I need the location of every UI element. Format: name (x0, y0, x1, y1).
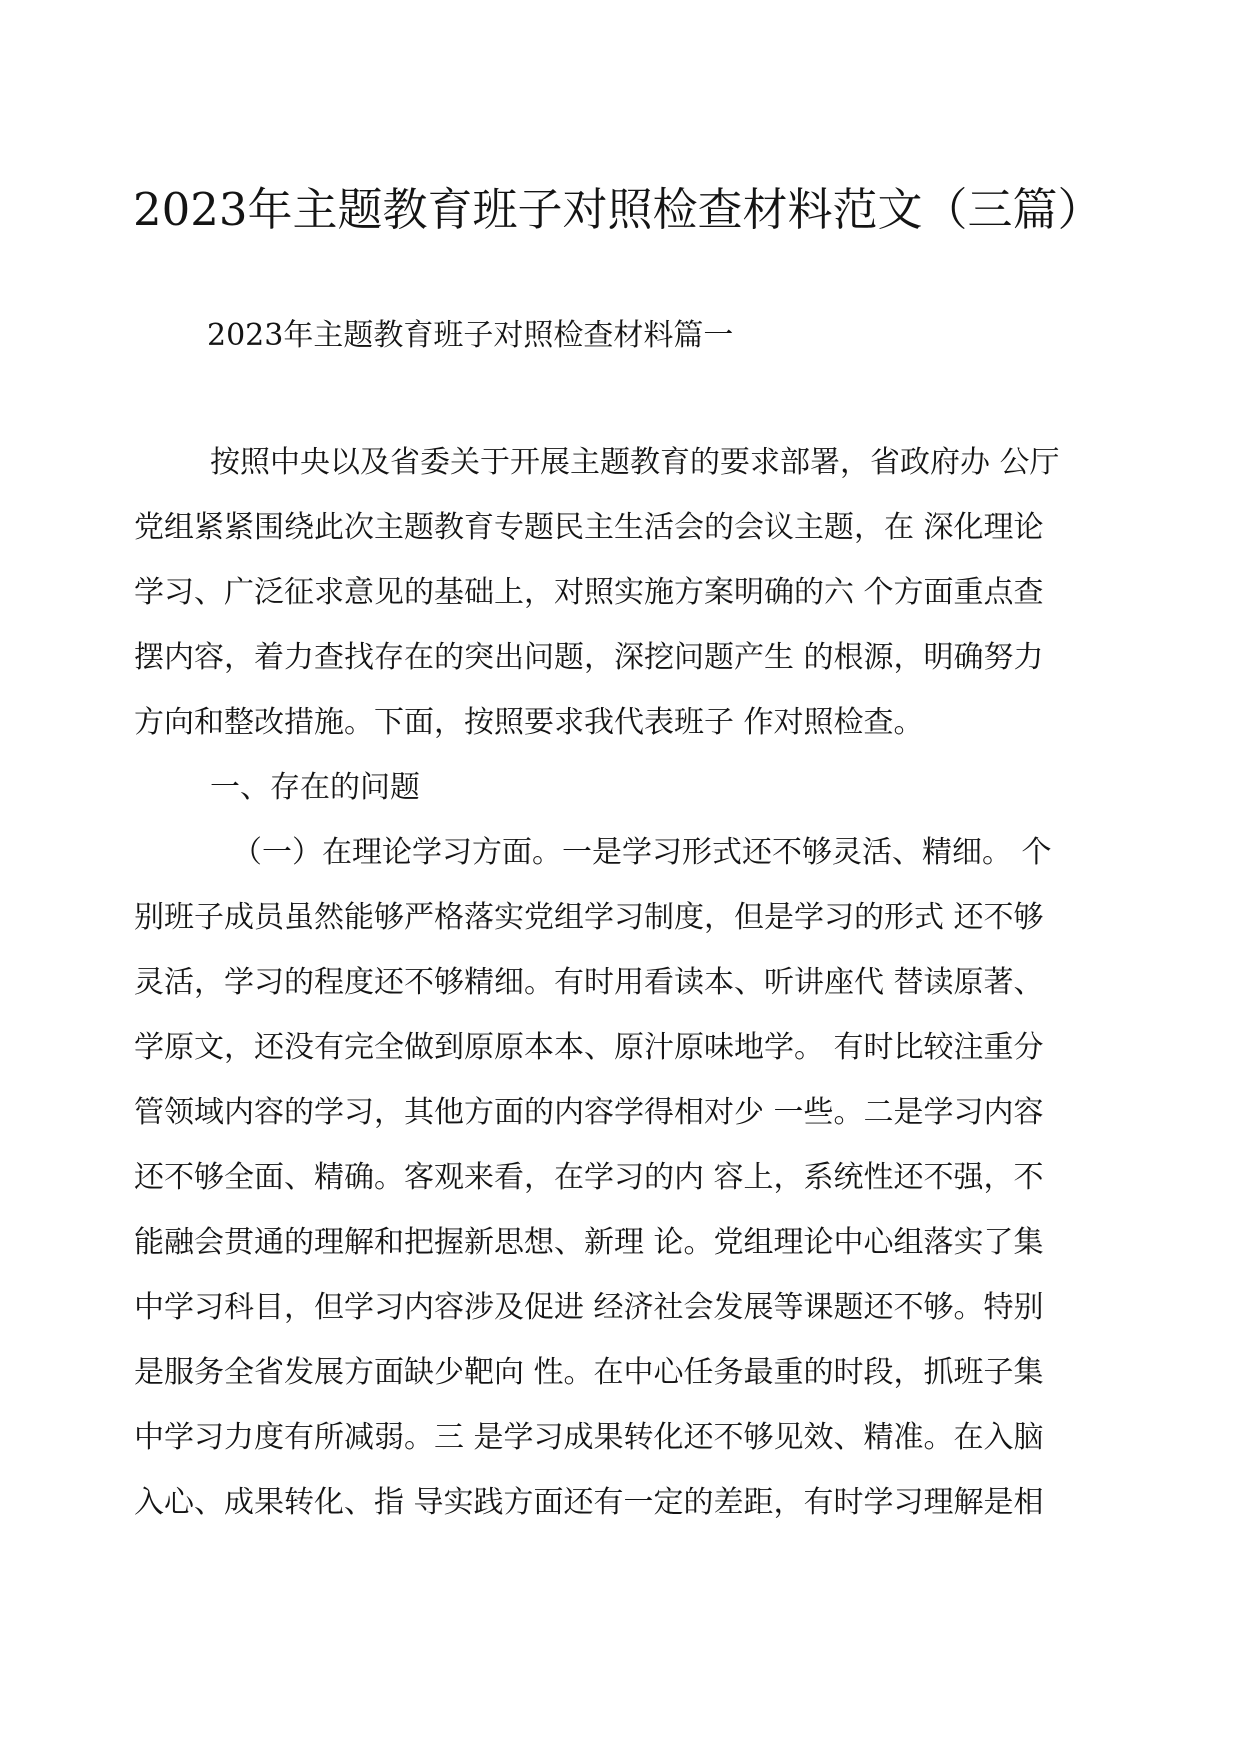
body-line: 别班子成员虽然能够严格落实党组学习制度，但是学习的形式 还不够 (134, 900, 1044, 935)
body-line: 管领域内容的学习，其他方面的内容学得相对少 一些。二是学习内容 (134, 1095, 1044, 1130)
body-line: 能融会贯通的理解和把握新思想、新理 论。党组理论中心组落实了集 (134, 1225, 1044, 1260)
body-line: 灵活，学习的程度还不够精细。有时用看读本、听讲座代 替读原著、 (134, 965, 1044, 1000)
body-line: 学习、广泛征求意见的基础上，对照实施方案明确的六 个方面重点查 (134, 575, 1044, 610)
document-title: 2023年主题教育班子对照检查材料范文（三篇） (133, 183, 1103, 236)
body-line: 摆内容，着力查找存在的突出问题，深挖问题产生 的根源，明确努力 (134, 640, 1044, 675)
section-heading: 一、存在的问题 (210, 770, 420, 805)
body-line: （一）在理论学习方面。一是学习形式还不够灵活、精细。 个 (232, 835, 1052, 870)
body-line: 还不够全面、精确。客观来看，在学习的内 容上，系统性还不强，不 (134, 1160, 1044, 1195)
body-line: 入心、成果转化、指 导实践方面还有一定的差距，有时学习理解是相 (134, 1485, 1044, 1520)
body-line: 按照中央以及省委关于开展主题教育的要求部署，省政府办 公厅 (210, 445, 1060, 480)
body-line: 方向和整改措施。下面，按照要求我代表班子 作对照检查。 (134, 705, 924, 740)
body-line: 学原文，还没有完全做到原原本本、原汁原味地学。 有时比较注重分 (134, 1030, 1044, 1065)
section-subtitle: 2023年主题教育班子对照检查材料篇一 (207, 318, 734, 353)
body-line: 是服务全省发展方面缺少靶向 性。在中心任务最重的时段，抓班子集 (134, 1355, 1044, 1390)
body-line: 中学习科目，但学习内容涉及促进 经济社会发展等课题还不够。特别 (134, 1290, 1044, 1325)
body-line: 中学习力度有所减弱。三 是学习成果转化还不够见效、精准。在入脑 (134, 1420, 1044, 1455)
body-line: 党组紧紧围绕此次主题教育专题民主生活会的会议主题，在 深化理论 (134, 510, 1044, 545)
